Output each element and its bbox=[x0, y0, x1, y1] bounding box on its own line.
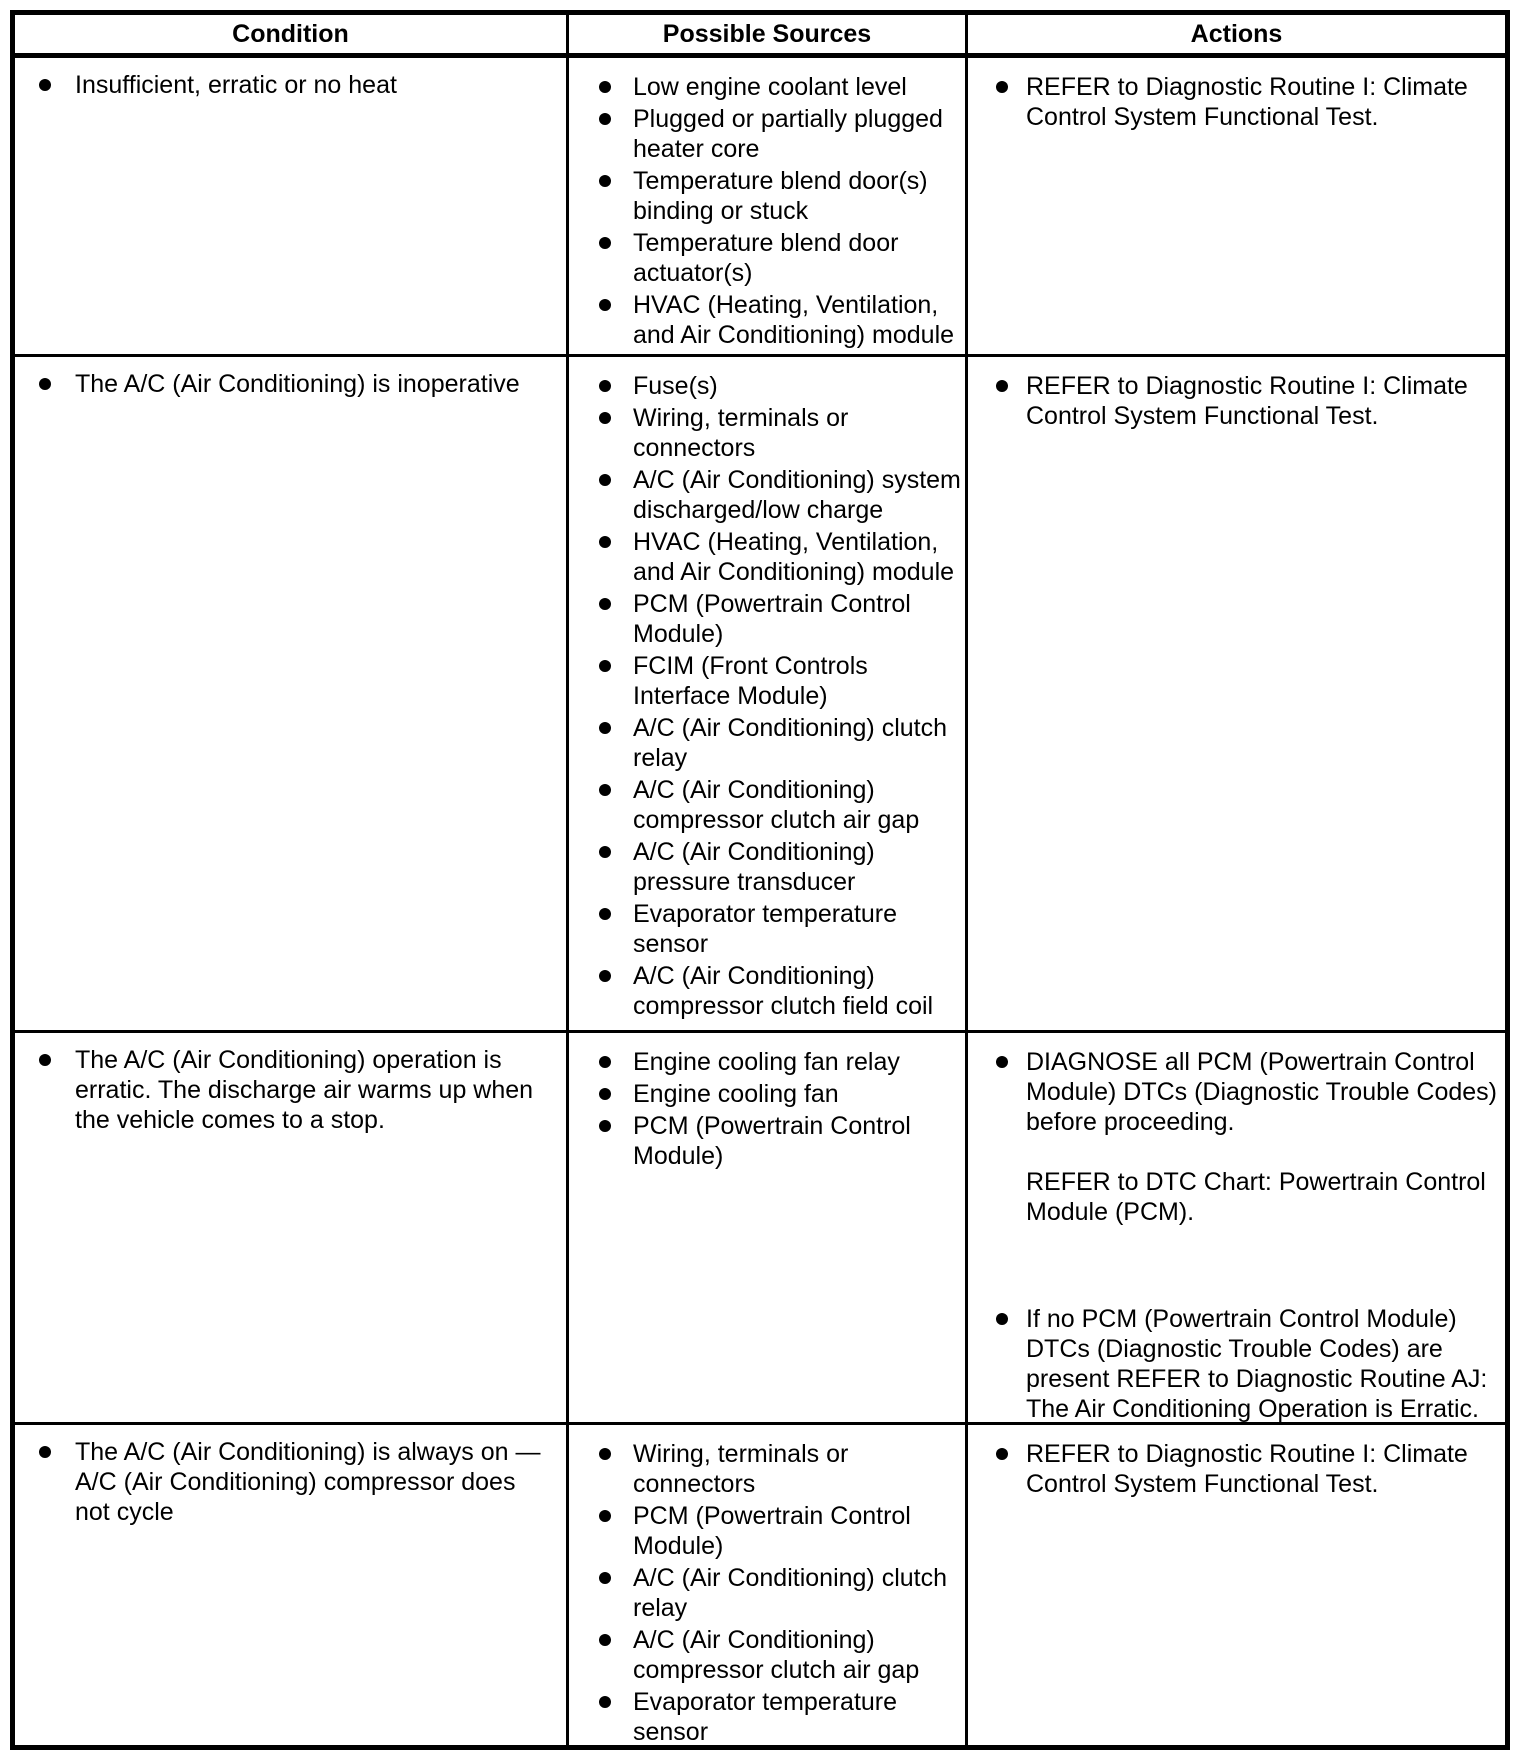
source-item bbox=[599, 961, 965, 1021]
action-text: REFER to Diagnostic Routine I: Climate Control System Functional Test. bbox=[1026, 372, 1468, 430]
action-text: DIAGNOSE all PCM (Powertrain Control Module) DTCs (Diagnostic Trouble Codes) before proceeding. bbox=[1026, 1048, 1498, 1136]
source-text: Temperature blend door actuator(s) bbox=[633, 229, 899, 287]
source-text: Evaporator temperature sensor bbox=[633, 900, 898, 958]
source-text: A/C (Air Conditioning) clutch relay bbox=[633, 1564, 948, 1622]
source-item bbox=[599, 465, 965, 525]
source-text: Engine cooling fan relay bbox=[633, 1048, 900, 1076]
bullet-icon bbox=[599, 784, 611, 796]
actions-cell-row4 bbox=[968, 1425, 1505, 1745]
bullet-icon bbox=[599, 1572, 611, 1584]
bullet-icon bbox=[599, 536, 611, 548]
bullet-icon bbox=[599, 412, 611, 424]
bullet-icon bbox=[996, 1056, 1008, 1068]
action-text: REFER to DTC Chart: Powertrain Control Module (PCM). bbox=[1026, 1168, 1486, 1226]
bullet-icon bbox=[996, 1448, 1008, 1460]
source-text: A/C (Air Conditioning) clutch relay bbox=[633, 714, 948, 772]
bullet-icon bbox=[599, 1448, 611, 1460]
source-text: A/C (Air Conditioning) compressor clutch field coil bbox=[633, 962, 934, 1020]
source-text: HVAC (Heating, Ventilation, and Air Conditioning) module bbox=[633, 291, 955, 349]
source-item bbox=[599, 1625, 965, 1685]
source-text: Temperature blend door(s) binding or stuck bbox=[633, 167, 928, 225]
bullet-icon bbox=[39, 378, 51, 390]
header-cell-condition bbox=[15, 15, 569, 58]
source-text: A/C (Air Conditioning) compressor clutch air gap bbox=[633, 1626, 920, 1684]
condition-text: Insufficient, erratic or no heat bbox=[75, 71, 397, 99]
condition-item bbox=[39, 1437, 558, 1527]
sources-cell-row3 bbox=[569, 1033, 968, 1425]
condition-item bbox=[39, 70, 558, 100]
bullet-icon bbox=[599, 474, 611, 486]
source-item bbox=[599, 527, 965, 587]
action-item bbox=[996, 1304, 1503, 1424]
source-text: Fuse(s) bbox=[633, 372, 718, 400]
condition-text: The A/C (Air Conditioning) is always on — A/C (Air Conditioning) compressor does not cycle bbox=[75, 1438, 541, 1526]
header-actions-label: Actions bbox=[1190, 20, 1283, 48]
condition-text: The A/C (Air Conditioning) operation is erratic. The discharge air warms up when the vehicle comes to a stop. bbox=[75, 1046, 534, 1134]
sources-cell-row1 bbox=[569, 58, 968, 357]
bullet-icon bbox=[996, 380, 1008, 392]
bullet-icon bbox=[599, 81, 611, 93]
header-cell-possible-sources bbox=[569, 15, 968, 58]
source-text: Wiring, terminals or connectors bbox=[633, 1440, 849, 1498]
source-text: Wiring, terminals or connectors bbox=[633, 404, 849, 462]
source-item bbox=[599, 1111, 965, 1171]
source-text: Low engine coolant level bbox=[633, 73, 907, 101]
bullet-icon bbox=[599, 237, 611, 249]
source-item bbox=[599, 1439, 965, 1499]
condition-cell-row1 bbox=[15, 58, 569, 357]
bullet-icon bbox=[599, 1088, 611, 1100]
source-item bbox=[599, 1687, 965, 1745]
actions-cell-row2 bbox=[968, 357, 1505, 1033]
source-item bbox=[599, 228, 965, 288]
action-item bbox=[996, 371, 1503, 431]
action-item-continuation bbox=[996, 1167, 1503, 1227]
action-item bbox=[996, 72, 1503, 132]
source-text: Plugged or partially plugged heater core bbox=[633, 105, 943, 163]
source-item bbox=[599, 166, 965, 226]
source-item bbox=[599, 1047, 965, 1077]
bullet-icon bbox=[599, 175, 611, 187]
action-text: REFER to Diagnostic Routine I: Climate Control System Functional Test. bbox=[1026, 73, 1468, 131]
bullet-icon bbox=[599, 1510, 611, 1522]
source-text: PCM (Powertrain Control Module) bbox=[633, 590, 911, 648]
sources-cell-row4 bbox=[569, 1425, 968, 1745]
bullet-icon bbox=[996, 81, 1008, 93]
condition-cell-row3 bbox=[15, 1033, 569, 1425]
source-item bbox=[599, 1079, 965, 1109]
source-item bbox=[599, 104, 965, 164]
source-item bbox=[599, 1563, 965, 1623]
source-item bbox=[599, 589, 965, 649]
source-text: HVAC (Heating, Ventilation, and Air Conditioning) module bbox=[633, 528, 955, 586]
action-item bbox=[996, 1047, 1503, 1137]
bullet-icon bbox=[39, 79, 51, 91]
bullet-icon bbox=[599, 1696, 611, 1708]
bullet-icon bbox=[599, 660, 611, 672]
bullet-icon bbox=[599, 380, 611, 392]
source-item bbox=[599, 403, 965, 463]
source-item bbox=[599, 713, 965, 773]
source-text: PCM (Powertrain Control Module) bbox=[633, 1112, 911, 1170]
condition-cell-row4 bbox=[15, 1425, 569, 1745]
bullet-icon bbox=[599, 598, 611, 610]
source-text: FCIM (Front Controls Interface Module) bbox=[633, 652, 868, 710]
bullet-icon bbox=[599, 1056, 611, 1068]
action-text: If no PCM (Powertrain Control Module) DTCs (Diagnostic Trouble Codes) are present REFER to Diagnostic Routine AJ: The Air Conditioning Operation is Erratic. bbox=[1026, 1305, 1488, 1423]
bullet-icon bbox=[599, 722, 611, 734]
bullet-icon bbox=[39, 1446, 51, 1458]
bullet-icon bbox=[599, 908, 611, 920]
source-text: PCM (Powertrain Control Module) bbox=[633, 1502, 911, 1560]
condition-cell-row2 bbox=[15, 357, 569, 1033]
source-text: A/C (Air Conditioning) pressure transducer bbox=[633, 838, 875, 896]
condition-item bbox=[39, 369, 558, 399]
source-text: Engine cooling fan bbox=[633, 1080, 839, 1108]
actions-cell-row1 bbox=[968, 58, 1505, 357]
header-cell-actions bbox=[968, 15, 1505, 58]
source-item bbox=[599, 899, 965, 959]
header-possible-sources-label: Possible Sources bbox=[662, 20, 872, 48]
bullet-icon bbox=[39, 1054, 51, 1066]
header-condition-label: Condition bbox=[232, 20, 349, 48]
actions-cell-row3 bbox=[968, 1033, 1505, 1425]
source-item bbox=[599, 72, 965, 102]
sources-cell-row2 bbox=[569, 357, 968, 1033]
source-item bbox=[599, 651, 965, 711]
bullet-icon bbox=[599, 1634, 611, 1646]
source-item bbox=[599, 290, 965, 350]
action-text: REFER to Diagnostic Routine I: Climate Control System Functional Test. bbox=[1026, 1440, 1468, 1498]
diagnostics-table bbox=[10, 10, 1510, 1750]
condition-item bbox=[39, 1045, 558, 1135]
bullet-icon bbox=[599, 846, 611, 858]
bullet-icon bbox=[996, 1313, 1008, 1325]
source-item bbox=[599, 837, 965, 897]
source-item bbox=[599, 775, 965, 835]
source-item bbox=[599, 371, 965, 401]
bullet-icon bbox=[599, 970, 611, 982]
source-item bbox=[599, 1501, 965, 1561]
action-item bbox=[996, 1439, 1503, 1499]
condition-text: The A/C (Air Conditioning) is inoperative bbox=[75, 370, 520, 398]
source-text: A/C (Air Conditioning) system discharged/low charge bbox=[633, 466, 961, 524]
bullet-icon bbox=[599, 113, 611, 125]
source-text: A/C (Air Conditioning) compressor clutch air gap bbox=[633, 776, 920, 834]
source-text: Evaporator temperature sensor bbox=[633, 1688, 898, 1745]
bullet-icon bbox=[599, 299, 611, 311]
bullet-icon bbox=[599, 1120, 611, 1132]
